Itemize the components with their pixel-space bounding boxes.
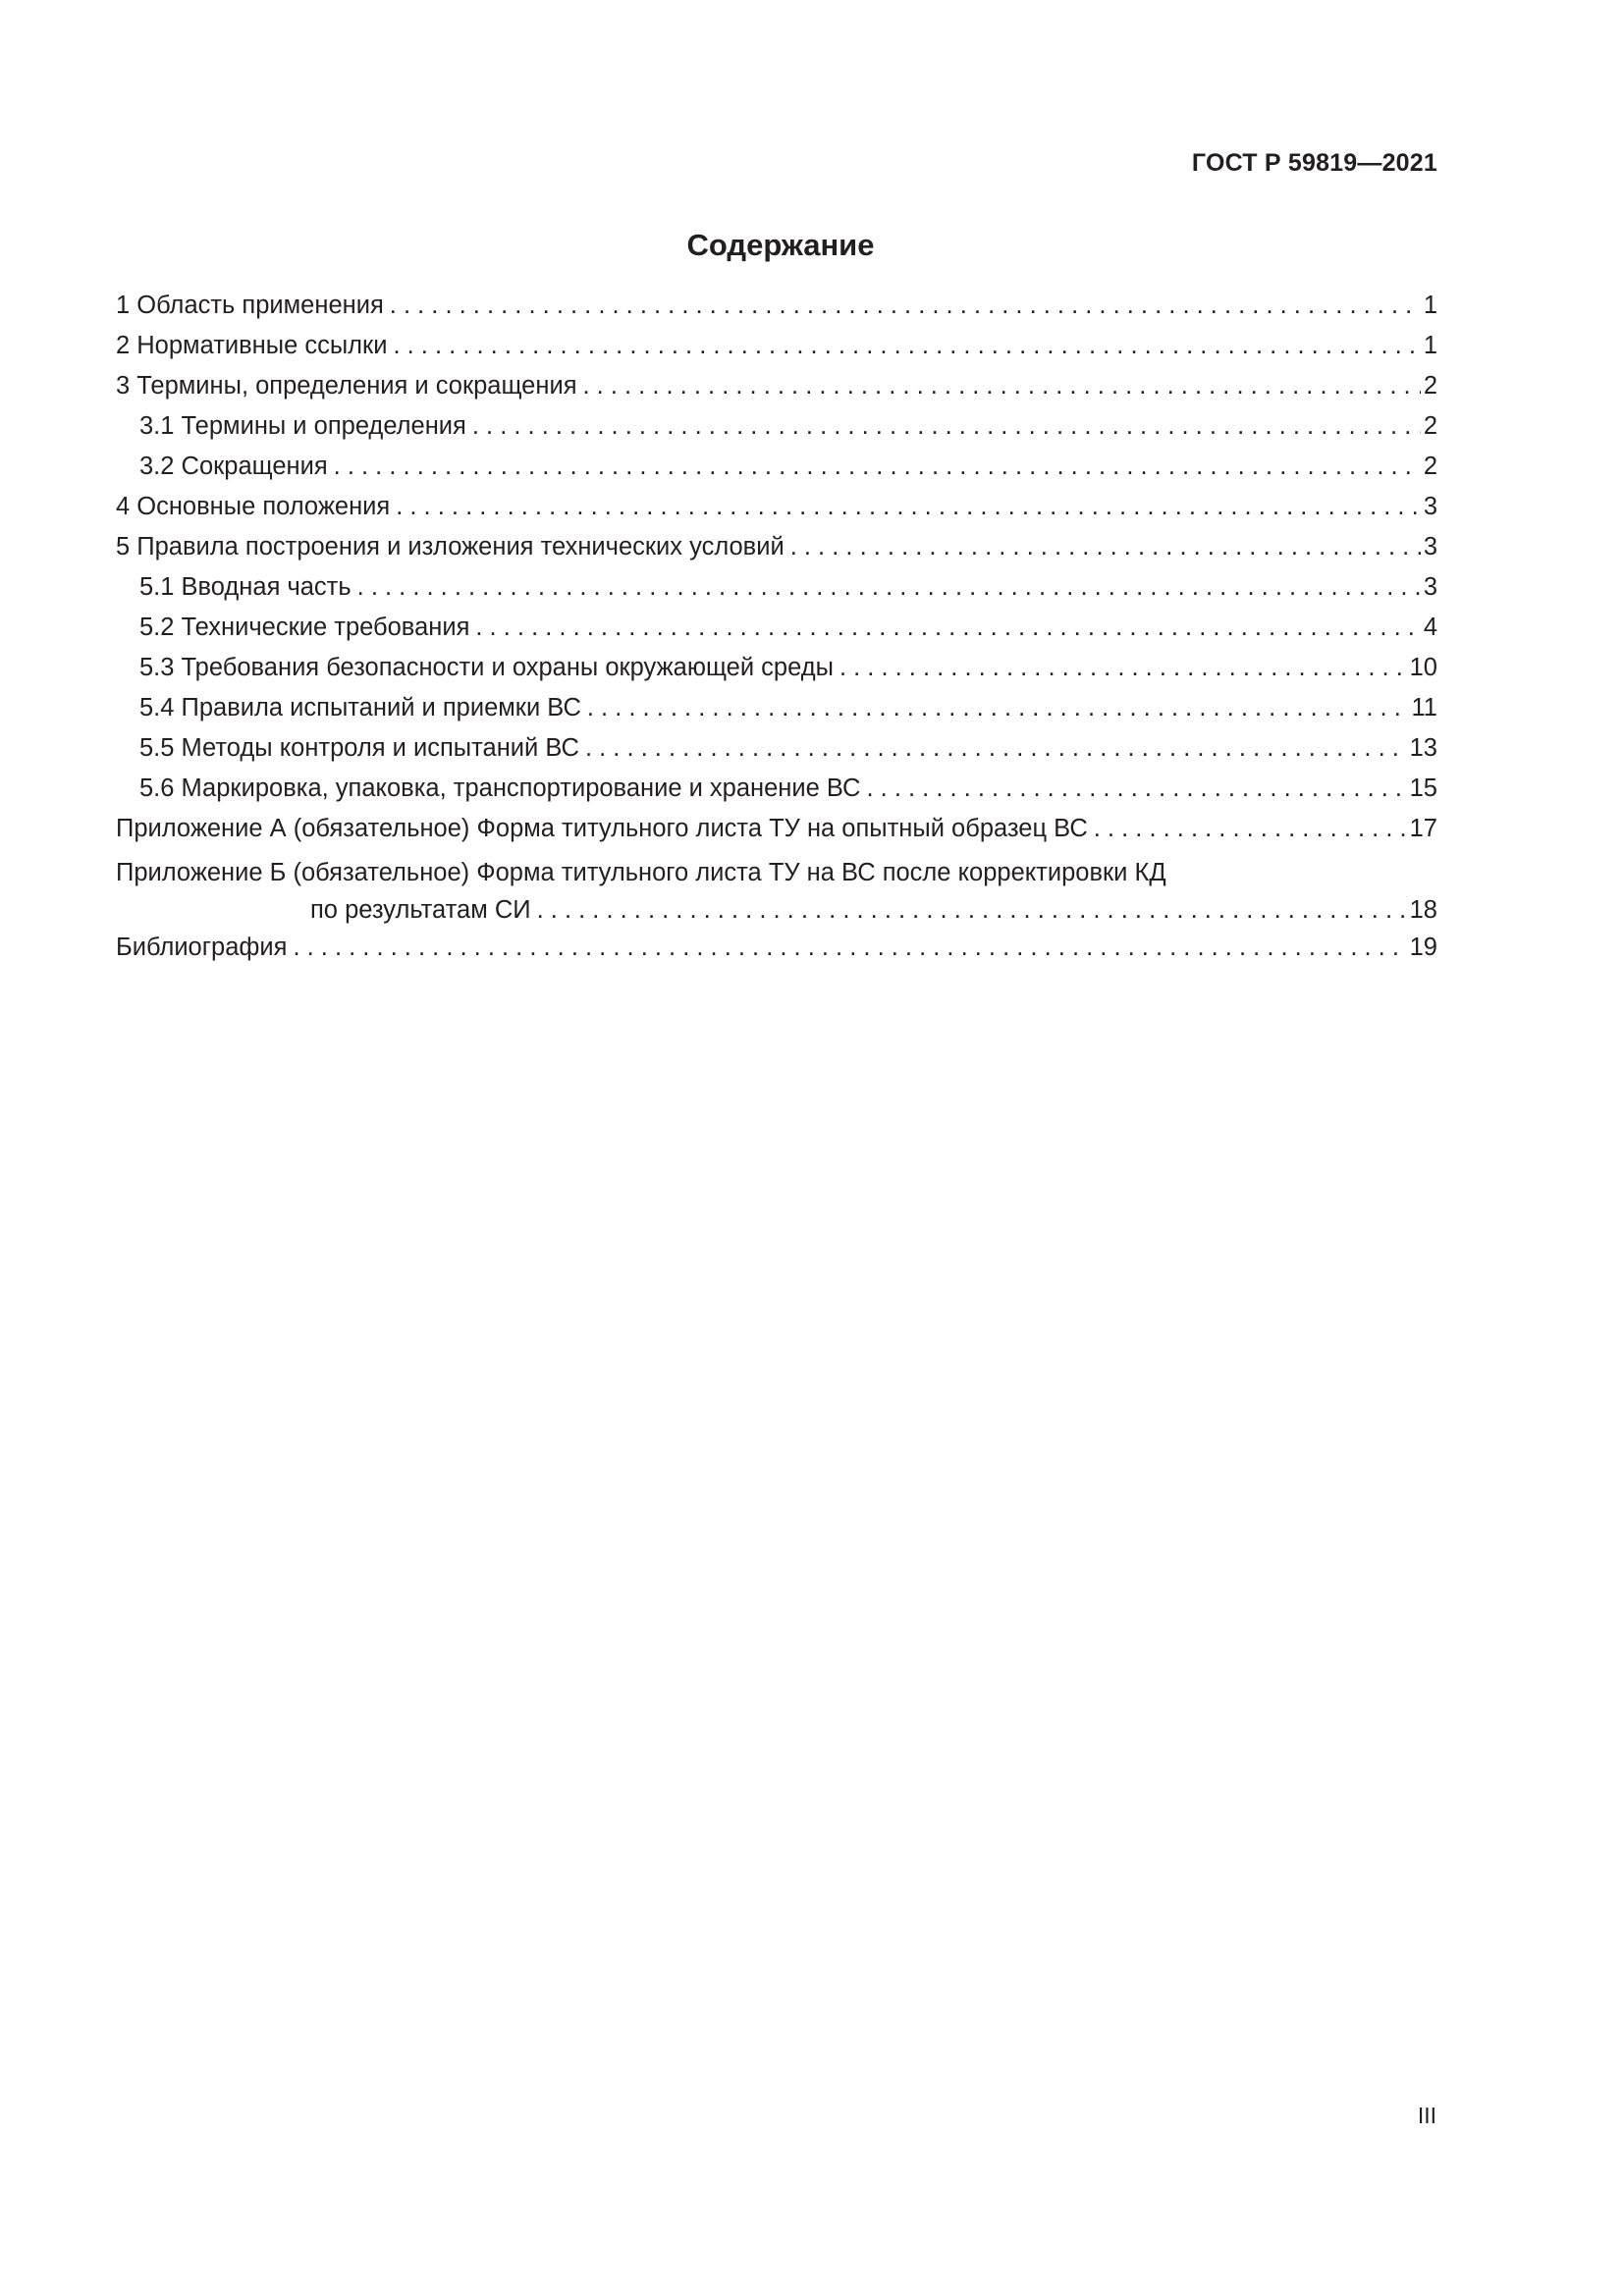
- toc-item-label: 5.1 Вводная часть: [139, 573, 352, 601]
- table-of-contents: [116, 289, 1437, 971]
- toc-item-label: 2 Нормативные ссылки: [116, 332, 388, 359]
- toc-leader-dots: [293, 933, 1406, 962]
- toc-item-page: 10: [1409, 654, 1437, 681]
- toc-item-bibliography[interactable]: [116, 931, 1437, 971]
- toc-item-label: 3.2 Сокращения: [139, 453, 328, 480]
- toc-item-page: 3: [1423, 493, 1437, 520]
- toc-item-page: 11: [1411, 694, 1437, 721]
- toc-item-5-3[interactable]: [116, 651, 1437, 691]
- toc-item-5-2[interactable]: [116, 611, 1437, 651]
- toc-item-2[interactable]: [116, 329, 1437, 369]
- toc-leader-dots: [583, 371, 1421, 400]
- toc-item-label-continued: по результатам СИ: [310, 896, 531, 924]
- toc-item-label: Приложение А (обязательное) Форма титульного листа ТУ на опытный образец ВС: [116, 815, 1088, 842]
- toc-item-5-1[interactable]: [116, 570, 1437, 611]
- toc-leader-dots: [393, 331, 1420, 360]
- toc-item-page: 1: [1423, 332, 1437, 359]
- toc-item-5-5[interactable]: [116, 731, 1437, 772]
- toc-item-5-6[interactable]: [116, 772, 1437, 812]
- toc-item-label: 4 Основные положения: [116, 493, 391, 520]
- toc-leader-dots: [475, 613, 1420, 642]
- toc-item-label: 5.6 Маркировка, упаковка, транспортирование и хранение ВС: [139, 774, 861, 802]
- toc-leader-dots: [396, 492, 1421, 521]
- toc-leader-dots: [587, 693, 1409, 722]
- toc-item-3-1[interactable]: [116, 409, 1437, 450]
- toc-item-1[interactable]: [116, 289, 1437, 329]
- toc-item-page: 2: [1423, 412, 1437, 440]
- toc-item-5-4[interactable]: [116, 691, 1437, 731]
- toc-item-label: 1 Область применения: [116, 292, 384, 319]
- toc-item-label: 5 Правила построения и изложения технических условий: [116, 533, 785, 561]
- toc-leader-dots: [790, 532, 1421, 561]
- toc-leader-dots: [585, 733, 1407, 763]
- toc-item-label: 5.2 Технические требования: [139, 614, 470, 641]
- toc-title: Содержание: [686, 228, 875, 262]
- toc-leader-dots: [1094, 814, 1407, 843]
- toc-item-page: 1: [1423, 292, 1437, 319]
- toc-leader-dots: [334, 452, 1421, 481]
- toc-item-label: 3 Термины, определения и сокращения: [116, 372, 577, 400]
- toc-item-appendix-a[interactable]: [116, 812, 1437, 852]
- toc-item-page: 3: [1423, 573, 1437, 601]
- page-number: III: [1417, 2103, 1436, 2128]
- toc-item-label: Библиография: [116, 934, 288, 961]
- toc-item-page: 19: [1409, 934, 1437, 961]
- toc-item-3[interactable]: [116, 369, 1437, 409]
- toc-item-page: 2: [1423, 372, 1437, 400]
- toc-leader-dots: [390, 291, 1421, 320]
- toc-item-page: 18: [1409, 896, 1437, 924]
- toc-leader-dots: [472, 411, 1421, 441]
- toc-leader-dots: [866, 774, 1406, 803]
- toc-item-4[interactable]: [116, 490, 1437, 530]
- toc-item-3-2[interactable]: [116, 450, 1437, 490]
- toc-item-label: 5.4 Правила испытаний и приемки ВС: [139, 694, 581, 721]
- toc-item-label: 3.1 Термины и определения: [139, 412, 466, 440]
- toc-item-continuation: [116, 891, 1437, 929]
- toc-leader-dots: [537, 891, 1407, 929]
- toc-item-page: 17: [1409, 815, 1437, 842]
- standard-number: ГОСТ Р 59819—2021: [1191, 149, 1437, 177]
- toc-leader-dots: [839, 653, 1407, 682]
- toc-item-label: 5.3 Требования безопасности и охраны окружающей среды: [139, 654, 834, 681]
- toc-item-appendix-b[interactable]: [116, 852, 1437, 931]
- toc-item-page: 2: [1423, 453, 1437, 480]
- toc-item-page: 3: [1423, 533, 1437, 561]
- toc-item-page: 4: [1423, 614, 1437, 641]
- toc-item-5[interactable]: [116, 530, 1437, 570]
- toc-item-label: 5.5 Методы контроля и испытаний ВС: [139, 734, 579, 762]
- toc-item-page: 15: [1409, 774, 1437, 802]
- toc-item-label: Приложение Б (обязательное) Форма титульного листа ТУ на ВС после корректировки КД: [116, 859, 1166, 886]
- toc-item-page: 13: [1409, 734, 1437, 762]
- toc-leader-dots: [357, 572, 1421, 602]
